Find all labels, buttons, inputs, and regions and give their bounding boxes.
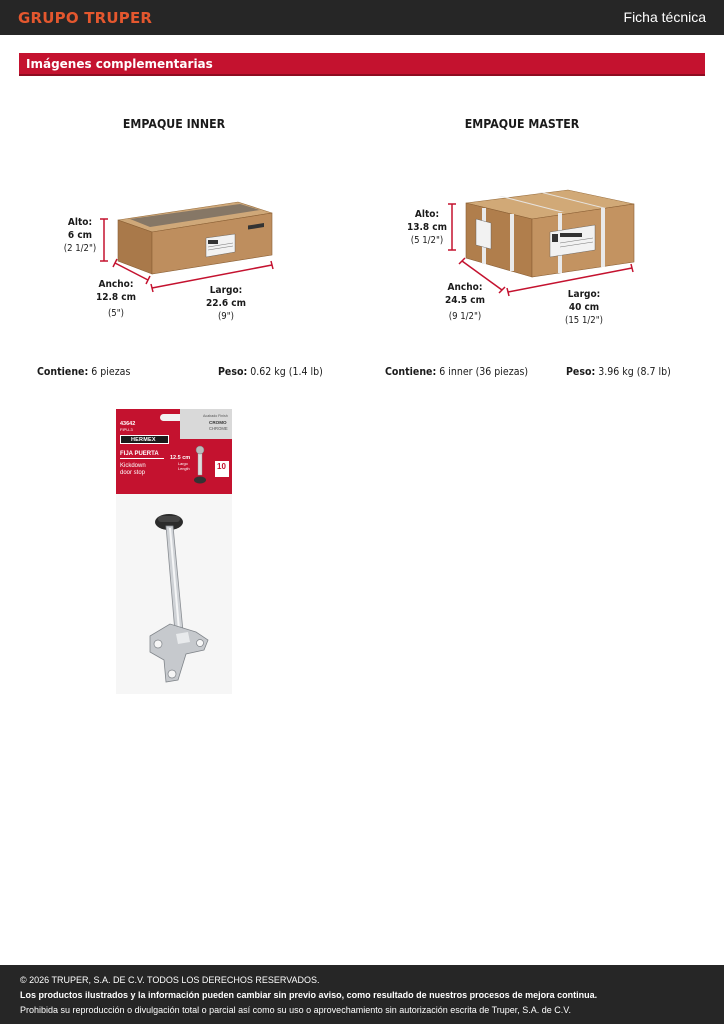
product-size: 12.5 cm: [170, 455, 191, 461]
section-title: Imágenes complementarias: [26, 57, 213, 71]
master-width-label: Ancho: 24.5 cm (9 1/2"): [444, 282, 486, 322]
master-contains: Contiene: 6 inner (36 piezas): [385, 366, 529, 378]
inner-contains: Contiene: 6 piezas: [37, 366, 131, 378]
master-height-label: Alto: 13.8 cm (5 1/2"): [406, 209, 448, 246]
top-bar: [0, 0, 724, 35]
door-stop-diagram-icon: [192, 445, 208, 487]
product-name-en-2: door stop: [120, 470, 146, 476]
product-name-es: FIJA PUERTA: [120, 451, 159, 457]
door-stop-product-icon: [136, 504, 226, 689]
document-type: Ficha técnica: [623, 9, 706, 25]
inner-width-label: Ancho: 12.8 cm (5"): [95, 279, 137, 319]
product-name-en-1: Kickdown: [120, 463, 146, 469]
inner-length-label: Largo: 22.6 cm (9"): [205, 285, 247, 322]
product-image: [116, 409, 232, 694]
hermex-logo: HERMEX: [120, 435, 169, 444]
pieces-badge: 10: [215, 461, 229, 477]
change-notice: Los productos ilustrados y la información pueden cambiar sin previo aviso, como resultado de nuestros procesos de mejora continua.: [20, 990, 598, 1000]
inner-height-label: Alto: 6 cm (2 1/2"): [63, 217, 97, 254]
inner-weight: Peso: 0.62 kg (1.4 lb): [218, 366, 323, 378]
inner-box-illustration: [100, 195, 285, 290]
section-header: [19, 53, 705, 76]
product-code: 43642: [120, 421, 136, 427]
footer: [0, 965, 724, 1024]
divider: [120, 458, 164, 459]
product-model: FIPU-3: [120, 427, 133, 432]
copyright-text: © 2026 TRUPER, S.A. DE C.V. TODOS LOS DERECHOS RESERVADOS.: [20, 975, 320, 985]
master-length-label: Largo: 40 cm (15 1/2"): [565, 289, 603, 326]
finish-panel: Acabado Finish CROMO CHROME: [180, 409, 232, 439]
inner-title: EMPAQUE INNER: [122, 116, 226, 131]
master-title: EMPAQUE MASTER: [464, 116, 580, 131]
size-label-en: Length: [178, 467, 190, 471]
brand-logo: GRUPO TRUPER: [18, 9, 153, 27]
master-weight: Peso: 3.96 kg (8.7 lb): [566, 366, 671, 378]
size-label-es: Largo: [178, 462, 188, 466]
reproduction-notice: Prohibida su reproducción o divulgación total o parcial así como su uso o aprovechamiento sin autorización escrita de Truper, S.A. de C.V.: [20, 1005, 571, 1015]
